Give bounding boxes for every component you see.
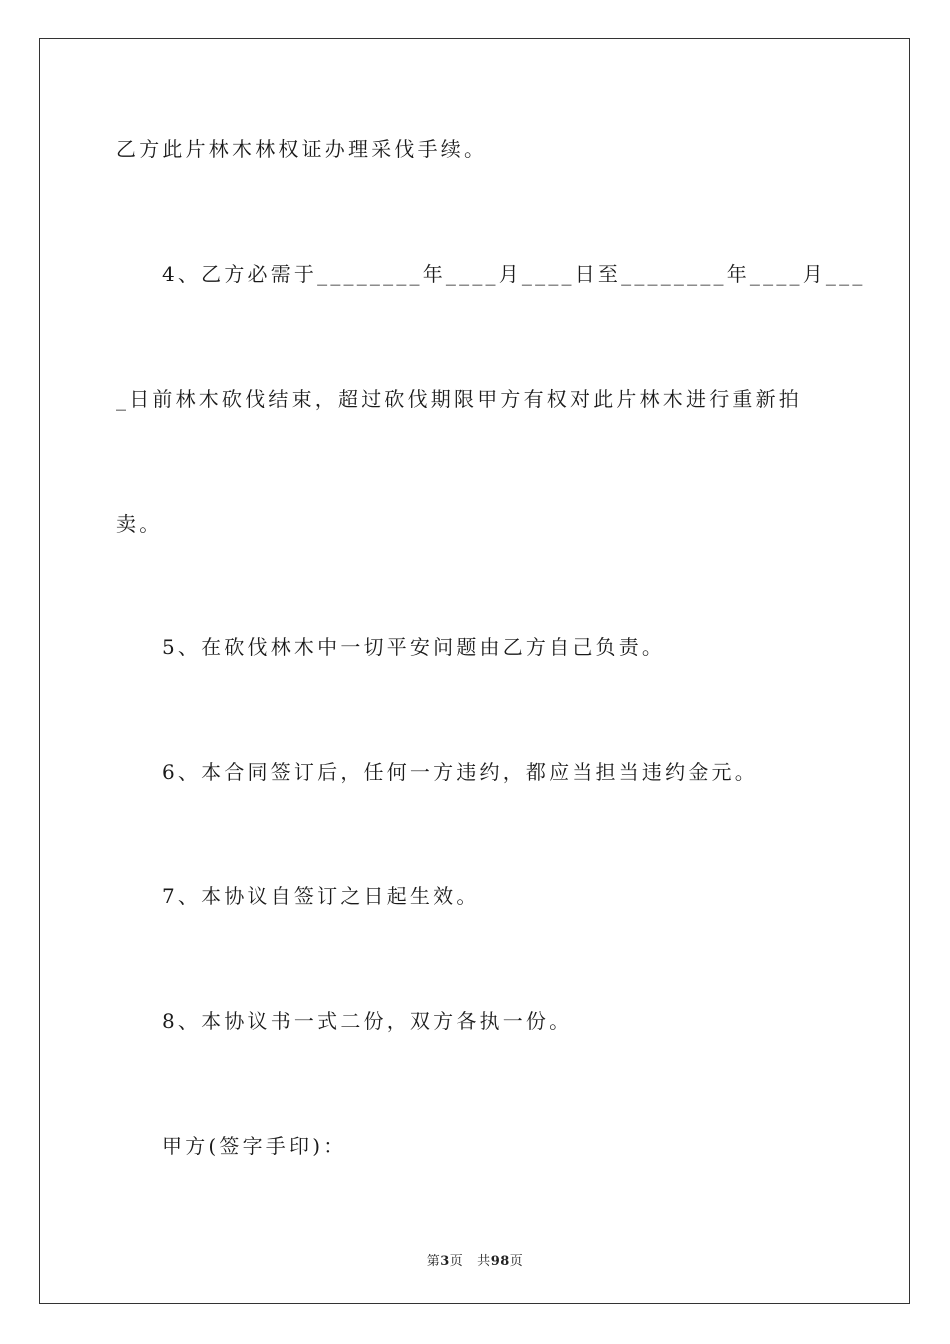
paragraph-item-7: 7、本协议自签订之日起生效。 [162, 884, 480, 908]
paragraph-item-6: 6、本合同签订后，任何一方违约，都应当担当违约金元。 [162, 760, 758, 784]
footer-total-pages: 98 [490, 1254, 510, 1269]
paragraph-item-4-line-2: _日前林木砍伐结束，超过砍伐期限甲方有权对此片林木进行重新拍 [116, 387, 802, 411]
footer-total-suffix: 页 [509, 1254, 524, 1269]
page-footer [0, 1250, 950, 1269]
paragraph-item-8: 8、本协议书一式二份，双方各执一份。 [162, 1009, 573, 1033]
footer-page-suffix: 页 [449, 1254, 464, 1269]
paragraph-item-5: 5、在砍伐林木中一切平安问题由乙方自己负责。 [162, 635, 666, 659]
footer-page-number: 3 [440, 1254, 450, 1269]
paragraph-item-4-line-3: 卖。 [116, 512, 163, 536]
paragraph-item-4-line-1: 4、乙方必需于________年____月____日至________年____月___ [162, 262, 866, 286]
footer-page-prefix: 第 [426, 1254, 441, 1269]
footer-total-prefix: 共 [477, 1254, 491, 1269]
page-frame [39, 38, 910, 1304]
party-a-signature-line: 甲方(签字手印)： [162, 1134, 347, 1158]
paragraph-line-1: 乙方此片林木林权证办理采伐手续。 [116, 137, 488, 161]
